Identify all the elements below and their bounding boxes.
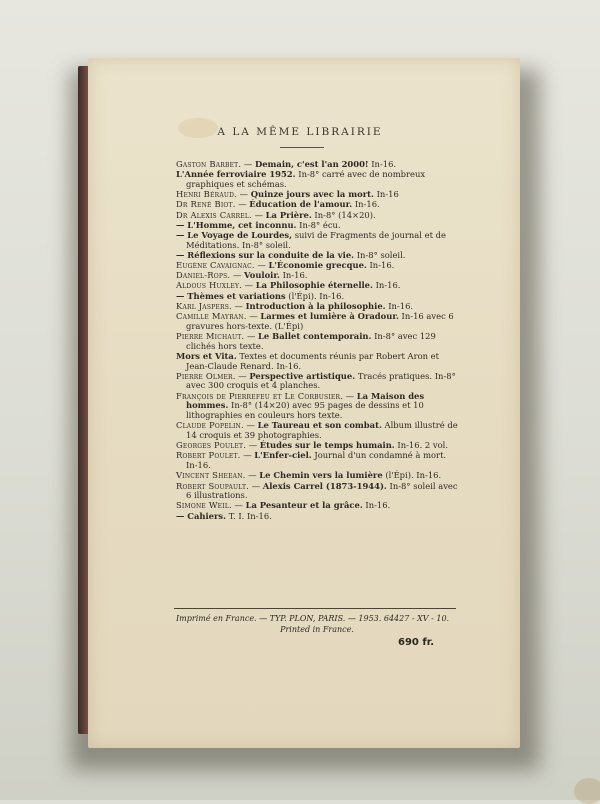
entry-author: Camille Mayran. [176, 311, 247, 322]
entry-title: La Philosophie éternelle. [255, 280, 373, 291]
entry-details: In-16. 2 vol. [394, 440, 448, 451]
entry-author: Daniel-Rops. [176, 270, 231, 281]
entry-details: In-16 avec 6 gravures hors-texte. (L'Épi) [186, 311, 454, 331]
entry-details: Textes et documents réunis par Robert Aron et Jean-Claude Renard. In-16. [186, 350, 439, 371]
list-item: Vincent Sheean. — Le Chemin vers la lumière (l'Épi). In-16. [176, 470, 442, 481]
footer-rule [174, 608, 456, 609]
entry-author: Dr Alexis Carrel. [176, 209, 252, 220]
entry-title: Éducation de l'amour. [249, 199, 353, 210]
price-label: 690 fr. [398, 637, 435, 648]
list-item: Georges Poulet. — Études sur le temps humain. In-16. 2 vol. [176, 440, 448, 451]
heading-rule [280, 147, 324, 148]
entry-details: In-16. [352, 199, 380, 210]
page-heading: A LA MÊME LIBRAIRIE [217, 126, 383, 138]
entry-details: Journal d'un condamné à mort. In-16. [186, 450, 447, 471]
entry-author: Eugène Cavaignac. [176, 260, 255, 271]
entry-author: Georges Poulet. [176, 440, 247, 451]
entry-author: Vincent Sheean. [176, 470, 246, 481]
entry-title: Études sur le temps humain. [259, 440, 395, 451]
list-item: Pierre Olmer. — Perspective artistique. Tracés pratiques. In-8° avec 300 croquis et 4 planches. [176, 370, 456, 391]
entry-author: Dr René Biot. [176, 199, 236, 210]
list-item [176, 512, 458, 522]
entry-title: Quinze jours avec la mort. [250, 189, 374, 200]
entry-title: Introduction à la philosophie. [245, 300, 386, 311]
entry-author: Gaston Barbet. [176, 159, 242, 169]
entry-details: In-16. [279, 270, 308, 281]
list-item: Pierre Michaut. — Le Ballet contemporain. In-8° avec 129 clichés hors texte. [176, 330, 436, 351]
list-item [176, 170, 458, 189]
entry-title: Larmes et lumière à Oradour. [260, 311, 399, 322]
entry-details: In-8° (14×20). [311, 209, 376, 220]
imprint-line: Imprimé en France. — TYP. PLON, PARIS. — 1953. 64427 - XV - 10. [176, 614, 450, 623]
entry-details: In-8° soleil. [354, 249, 406, 260]
list-item [176, 352, 458, 371]
entry-details: In-16 [373, 189, 399, 200]
book-list [176, 160, 458, 522]
list-item: Aldous Huxley. — La Philosophie éternelle. In-16. [176, 280, 401, 291]
list-item: Henri Béraud. — Quinze jours avec la mort. In-16 [176, 189, 399, 200]
entry-author: Henri Béraud. [176, 189, 237, 200]
list-item: Karl Jaspers. — Introduction à la philosophie. In-16. [176, 300, 414, 311]
entry-title: — Cahiers. [176, 510, 227, 521]
entry-details: (l'Épi). In-16. [285, 290, 345, 301]
entry-title: La Pesanteur et la grâce. [245, 500, 363, 511]
entry-title: — Réflexions sur la conduite de la vie. [176, 249, 355, 260]
entry-title: L'Année ferroviaire 1952. [176, 169, 296, 180]
entry-details: In-8° carré avec de nombreux graphiques et schémas. [186, 169, 426, 189]
entry-details: In-8° soleil avec 6 illustrations. [186, 480, 458, 501]
entry-author: François de Pierrefeu et Le Corbusier. [176, 390, 344, 401]
entry-details: In-16. [366, 260, 395, 271]
entry-title: — Le Voyage de Lourdes, [176, 229, 293, 240]
list-item: Dr Alexis Carrel. — La Prière. In-8° (14×20). [176, 209, 376, 220]
entry-title: La Maison des hommes. [186, 390, 425, 411]
list-item: Camille Mayran. — Larmes et lumière à Oradour. In-16 avec 6 gravures hors-texte. (L'Épi) [176, 311, 454, 331]
entry-author: Robert Poulet. [176, 450, 241, 461]
list-item: François de Pierrefeu et Le Corbusier. — La Maison des hommes. In-8° (14×20) avec 95 pages de dessins et 10 lithographies en couleurs hors texte. [176, 390, 425, 421]
entry-author: Pierre Olmer. [176, 370, 236, 381]
entry-title: Le Ballet contemporain. [258, 330, 372, 341]
list-item: Robert Soupault. — Alexis Carrel (1873-1944). In-8° soleil avec 6 illustrations. [176, 480, 458, 501]
entry-details: In-16. [372, 280, 401, 291]
entry-title: — Thèmes et variations [176, 290, 286, 301]
entry-author: Karl Jaspers. [176, 300, 232, 311]
list-item: Daniel-Rops. — Vouloir. In-16. [176, 270, 308, 281]
entry-title: Vouloir. [244, 270, 280, 281]
entry-title: Demain, c'est l'an 2000! [254, 159, 369, 169]
entry-details: In-8° avec 129 clichés hors texte. [186, 330, 436, 351]
entry-author: Aldous Huxley. [176, 280, 243, 291]
entry-author: Robert Soupault. [176, 480, 250, 491]
entry-details: In-8° (14×20) avec 95 pages de dessins et 10 lithographies en couleurs hors texte. [186, 400, 424, 421]
entry-details: T. I. In-16. [226, 510, 272, 521]
entry-details: In-8° écu. [296, 219, 341, 230]
list-item [176, 231, 458, 250]
entry-author: Claude Popelin. [176, 420, 244, 431]
entry-title: L'Économie grecque. [268, 260, 367, 271]
list-item: Dr René Biot. — Éducation de l'amour. In-16. [176, 199, 380, 210]
entry-title: L'Enfer-ciel. [254, 450, 312, 461]
entry-author: Simone Weil. [176, 500, 232, 511]
entry-details: Album illustré de 14 croquis et 39 photographies. [186, 420, 458, 440]
entry-author: Pierre Michaut. [176, 330, 245, 341]
entry-title: Mors et Vita. [176, 350, 237, 361]
entry-details: In-16. [362, 500, 391, 511]
entry-title: — L'Homme, cet inconnu. [176, 219, 297, 230]
entry-title: La Prière. [265, 209, 312, 220]
entry-details: suivi de Fragments de journal et de Méditations. In-8° soleil. [186, 229, 446, 250]
entry-title: Le Chemin vers la lumière [259, 470, 383, 481]
list-item: Gaston Barbet. — Demain, c'est l'an 2000! In-16. [176, 159, 397, 169]
list-item: Robert Poulet. — L'Enfer-ciel. Journal d'un condamné à mort. In-16. [176, 450, 447, 471]
list-item: Eugène Cavaignac. — L'Économie grecque. In-16. [176, 260, 395, 271]
printed-in-france: Printed in France. [280, 625, 354, 634]
list-item: Claude Popelin. — Le Taureau et son combat. Album illustré de 14 croquis et 39 photographies. [176, 420, 458, 440]
entry-details: Tracés pratiques. In-8° avec 300 croquis et 4 planches. [186, 370, 456, 391]
entry-title: Alexis Carrel (1873-1944). [262, 480, 387, 491]
entry-details: (l'Épi). In-16. [382, 470, 442, 481]
entry-title: Perspective artistique. [249, 370, 356, 381]
entry-details: In-16. [368, 159, 397, 169]
entry-details: In-16. [385, 300, 414, 311]
list-item: Simone Weil. — La Pesanteur et la grâce. In-16. [176, 500, 391, 511]
entry-title: Le Taureau et son combat. [257, 420, 382, 431]
